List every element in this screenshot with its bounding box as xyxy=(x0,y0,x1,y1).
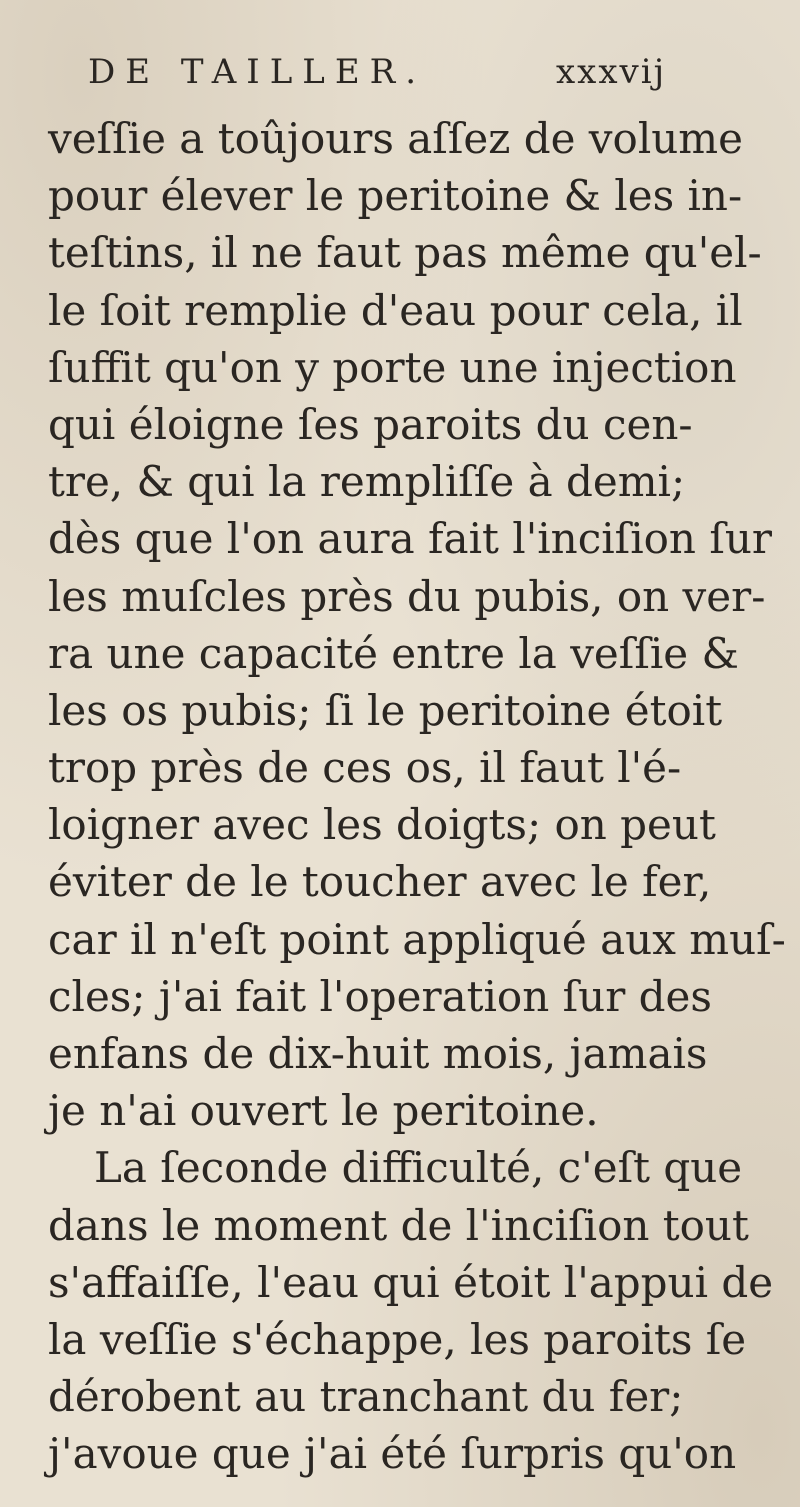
text-line: tre, & qui la rempliſſe à demi; xyxy=(48,457,686,507)
text-line: loigner avec les doigts; on peut xyxy=(48,800,716,850)
text-line: car il n'eſt point appliqué aux muſ- xyxy=(48,914,786,964)
text-line: cles; j'ai fait l'operation ſur des xyxy=(48,971,712,1021)
running-header xyxy=(0,52,800,102)
text-line: ſuffit qu'on y porte une injection xyxy=(48,342,737,392)
paragraph-start-line: La ſeconde difficulté, c'eſt que xyxy=(94,1143,743,1193)
text-line: la veſſie s'échappe, les paroits ſe xyxy=(48,1314,747,1364)
text-line: qui éloigne ſes paroits du cen- xyxy=(48,399,693,449)
running-title: DE TAILLER. xyxy=(88,52,427,92)
text-line: je n'ai ouvert le peritoine. xyxy=(48,1086,599,1136)
text-line: teſtins, il ne faut pas même qu'el- xyxy=(48,228,762,278)
page-number: xxxvij xyxy=(556,52,667,92)
text-line: dérobent au tranchant du fer; xyxy=(48,1372,684,1422)
text-line: éviter de le toucher avec le fer, xyxy=(48,857,712,907)
body-text xyxy=(48,110,786,1483)
text-line: ra une capacité entre la veſſie & xyxy=(48,628,739,678)
text-line: dans le moment de l'inciſion tout xyxy=(48,1200,749,1250)
text-line: dès que l'on aura fait l'inciſion ſur xyxy=(48,514,773,564)
text-line: pour élever le peritoine & les in- xyxy=(48,171,743,221)
text-line: le ſoit remplie d'eau pour cela, il xyxy=(48,285,743,335)
text-line: enfans de dix-huit mois, jamais xyxy=(48,1029,708,1078)
text-line: j'avoue que j'ai été ſurpris qu'on xyxy=(48,1429,737,1479)
text-line: les muſcles près du pubis, on ver- xyxy=(48,571,766,621)
text-line: veſſie a toûjours aſſez de volume xyxy=(48,114,743,163)
text-line: s'affaiſſe, l'eau qui étoit l'appui de xyxy=(48,1257,774,1307)
text-line: trop près de ces os, il faut l'é- xyxy=(48,743,682,793)
text-line: les os pubis; ſi le peritoine étoit xyxy=(48,685,723,735)
